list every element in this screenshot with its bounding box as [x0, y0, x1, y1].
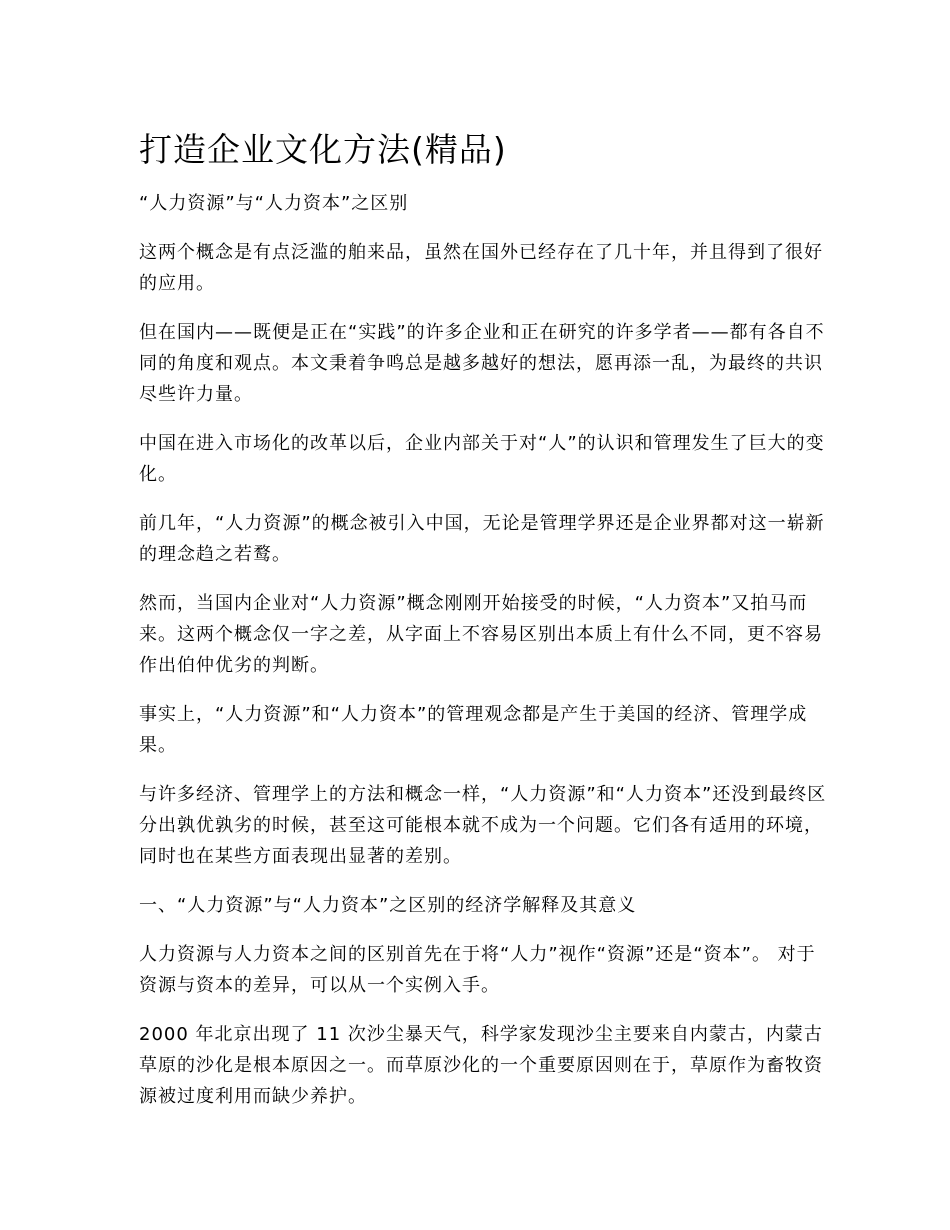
subtitle-paragraph: “人力资源”与“人力资本”之区别: [139, 193, 409, 214]
body-paragraph: 事实上，“人力资源”和“人力资本”的管理观念都是产生于美国的经济、管理学成果。: [139, 704, 808, 756]
body-paragraph: 但在国内——既便是正在“实践”的许多企业和正在研究的许多学者——都有各自不同的角度和观点。本文秉着争鸣总是越多越好的想法，愿再添一乱，为最终的共识尽些许力量。: [139, 322, 825, 405]
document-title: 打造企业文化方法(精品): [139, 130, 507, 169]
body-paragraph: 与许多经济、管理学上的方法和概念一样，“人力资源”和“人力资本”还没到最终区分出孰优孰劣的时候，甚至这可能根本就不成为一个问题。它们各有适用的环境，同时也在某些方面表现出显著的差别。: [139, 784, 827, 867]
body-paragraph: 前几年，“人力资源”的概念被引入中国，无论是管理学界还是企业界都对这一崭新的理念趋之若鹜。: [139, 513, 825, 565]
body-paragraph: 然而，当国内企业对“人力资源”概念刚刚开始接受的时候，“人力资本”又拍马而来。这两个概念仅一字之差，从字面上不容易区别出本质上有什么不同，更不容易作出伯仲优劣的判断。: [139, 593, 823, 676]
body-paragraph: 这两个概念是有点泛滥的舶来品，虽然在国外已经存在了几十年，并且得到了很好的应用。: [139, 242, 823, 294]
section-heading: 一、“人力资源”与“人力资本”之区别的经济学解释及其意义: [139, 895, 637, 916]
body-paragraph: 中国在进入市场化的改革以后，企业内部关于对“人”的认识和管理发生了巨大的变化。: [139, 433, 825, 485]
document-body: [139, 124, 829, 1130]
body-paragraph: 2000 年北京出现了 11 次沙尘暴天气，科学家发现沙尘主要来自内蒙古，内蒙古草原的沙化是根本原因之一。而草原沙化的一个重要原因则在于，草原作为畜牧资源被过度利用而缺少养护。: [139, 1024, 823, 1107]
body-paragraph: 人力资源与人力资本之间的区别首先在于将“人力”视作“资源”还是“资本”。 对于资源与资本的差异，可以从一个实例入手。: [139, 944, 816, 996]
